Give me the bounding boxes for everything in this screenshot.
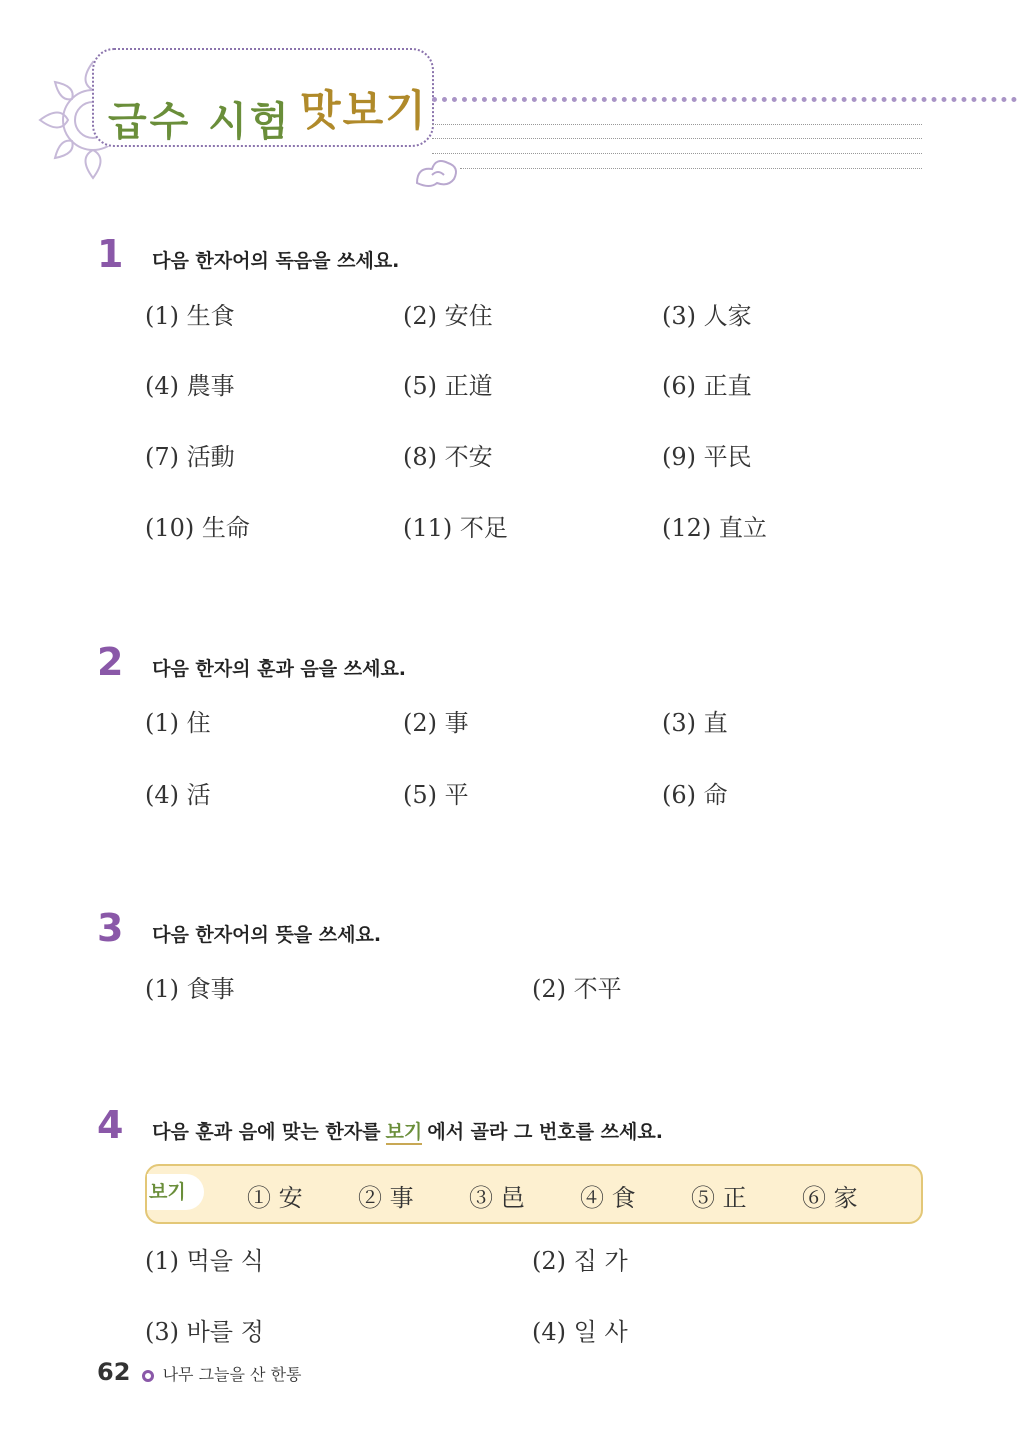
page-footer [97,1358,302,1386]
answer-item: (9) 平民 [662,443,752,471]
bogi-option: ⑥ 家 [802,1184,858,1212]
question-1-heading [97,232,399,276]
bogi-option: ④ 食 [580,1184,636,1212]
answer-item: (4) 農事 [145,372,235,400]
question-number: 1 [97,232,124,276]
answer-item: (2) 事 [403,709,469,737]
answer-item: (1) 먹을 식 [145,1247,264,1275]
question-text-after: 에서 골라 그 번호를 쓰세요. [427,1121,663,1143]
bogi-option: ② 事 [358,1184,414,1212]
answer-item: (1) 住 [145,709,211,737]
answer-item: (6) 正直 [662,372,752,400]
answer-item: (2) 집 가 [532,1247,628,1275]
answer-item: (3) 바를 정 [145,1318,264,1346]
question-text: 다음 훈과 음에 맞는 한자를 [152,1121,381,1143]
answer-item: (4) 일 사 [532,1318,628,1346]
bullet-circle-icon [142,1370,154,1382]
answer-item: (6) 命 [662,781,728,809]
header-title-accent: 맛보기 [300,86,428,135]
question-4-heading [97,1103,663,1147]
answer-item: (2) 安住 [403,302,493,330]
book-title: 나무 그늘을 산 한통 [162,1365,302,1384]
question-number: 2 [97,640,124,684]
answer-item: (1) 食事 [145,975,235,1003]
answer-item: (8) 不安 [403,443,493,471]
page-number: 62 [97,1358,131,1386]
answer-item: (10) 生命 [145,514,250,542]
answer-item: (12) 直立 [662,514,767,542]
answer-item: (5) 正道 [403,372,493,400]
header-rule-line [432,124,922,125]
question-text: 다음 한자의 훈과 음을 쓰세요. [152,658,407,680]
answer-item: (2) 不平 [532,975,622,1003]
question-2-heading [97,640,406,684]
bogi-label: 보기 [147,1174,204,1210]
header-dotted-line [432,97,1017,102]
question-3-heading [97,906,381,950]
header-title-main: 급수 시험 [108,99,292,145]
answer-item: (1) 生食 [145,302,235,330]
bogi-option: ① 安 [247,1184,303,1212]
question-text: 다음 한자어의 독음을 쓰세요. [152,250,400,272]
answer-item: (7) 活動 [145,443,235,471]
bogi-option: ⑤ 正 [691,1184,747,1212]
answer-item: (11) 不足 [403,514,508,542]
answer-item: (3) 人家 [662,302,752,330]
header-rule-line [432,153,922,154]
cloud-swirl-icon [412,155,462,191]
answer-item: (4) 活 [145,781,211,809]
bogi-reference: 보기 [385,1121,423,1143]
header-rule-line [432,138,922,139]
bogi-options-box [145,1164,923,1224]
question-text: 다음 한자어의 뜻을 쓰세요. [152,924,382,946]
answer-item: (5) 平 [403,781,469,809]
answer-item: (3) 直 [662,709,728,737]
question-number: 3 [97,906,124,950]
question-number: 4 [97,1103,124,1147]
bogi-option: ③ 邑 [469,1184,525,1212]
header-rule-line [460,168,922,169]
